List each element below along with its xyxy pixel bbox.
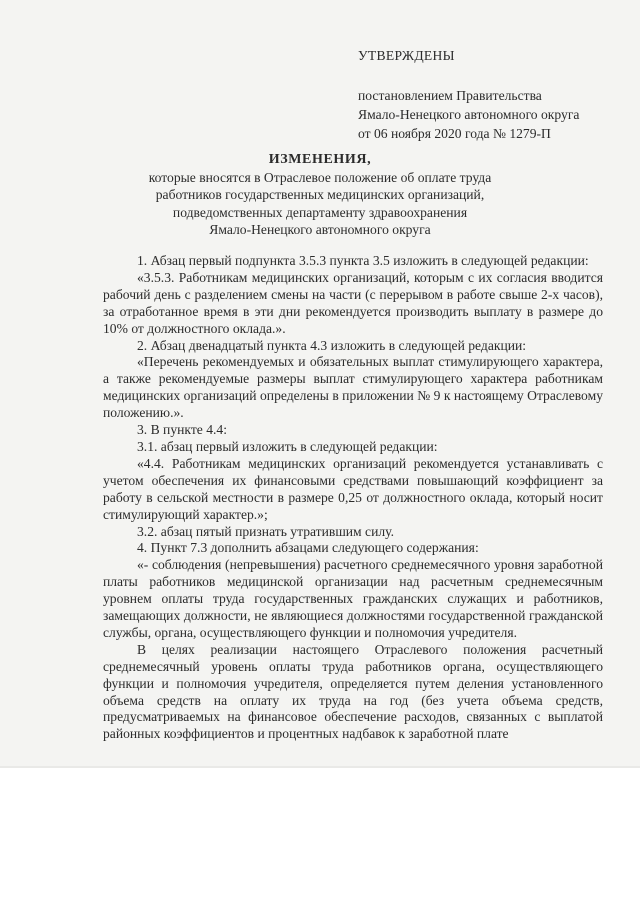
approval-line: постановлением Правительства (358, 88, 542, 103)
paragraph: «4.4. Работникам медицинских организаций рекомендуется устанавливать с учетом обеспечения их финансовыми средствами повышающий коэффициент за работу в сельской местности в размере 0,25 от должностного оклада, который носит стимулирующий характер.»; (103, 455, 603, 522)
approval-stamp (358, 46, 628, 143)
paragraph: «3.5.3. Работникам медицинских организаций, которым с их согласия вводится рабочий день с разделением смены на части (с перерывом в работе свыше 2-х часов), за отработанное время в эти дни рекомендуется производить выплату в размере до 10% от должностного оклада.». (103, 269, 603, 336)
title-line: подведомственных департаменту здравоохранения (172, 204, 468, 220)
approval-heading: УТВЕРЖДЕНЫ (358, 48, 455, 63)
title-line: которые вносятся в Отраслевое положение об оплате труда (148, 169, 492, 185)
page-edge (0, 766, 640, 768)
paragraph: 3. В пункте 4.4: (137, 422, 227, 438)
approval-line: Ямало-Ненецкого автономного округа (358, 107, 580, 122)
title-line: Ямало-Ненецкого автономного округа (209, 222, 431, 238)
title-heading: ИЗМЕНЕНИЯ, (268, 152, 372, 167)
paragraph: «- соблюдения (непревышения) расчетного среднемесячного уровня заработной платы работников медицинской организации над расчетным среднемесячным уровнем оплаты труда государственных гражданских служащих и работников, замещающих должности, не являющиеся должностями государственной гражданской службы, органа, осуществляющего функции и полномочия учредителя. (103, 557, 603, 640)
approval-line: от 06 ноября 2020 года № 1279-П (358, 126, 551, 141)
paragraph: 4. Пункт 7.3 дополнить абзацами следующего содержания: (137, 540, 479, 556)
paragraph: 3.2. абзац пятый признать утратившим силу. (137, 523, 394, 539)
title-line: работников государственных медицинских организаций, (155, 187, 485, 203)
paragraph: 1. Абзац первый подпункта 3.5.3 пункта 3.5 изложить в следующей редакции: (137, 253, 589, 268)
paragraph: В целях реализации настоящего Отраслевого положения расчетный среднемесячный уровень оплаты труда работников органа, осуществляющего функции и полномочия учредителя, определяется путем деления установленного объема средств на оплату их труда на год (без учета объема средств, предусматриваемых на финансовое обеспечение расходов, связанных с выплатой районных коэффициентов и процентных надбавок к заработной плате (103, 641, 603, 742)
document-body (103, 253, 603, 743)
paragraph: «Перечень рекомендуемых и обязательных выплат стимулирующего характера, а также рекомендуемые размеры выплат стимулирующего характера работникам медицинских организаций определены в приложении № 9 к настоящему Отраслевому положению.». (103, 354, 603, 421)
paragraph: 3.1. абзац первый изложить в следующей редакции: (137, 438, 438, 454)
paragraph: 2. Абзац двенадцатый пункта 4.3 изложить в следующей редакции: (137, 337, 527, 353)
document-title (100, 151, 540, 239)
